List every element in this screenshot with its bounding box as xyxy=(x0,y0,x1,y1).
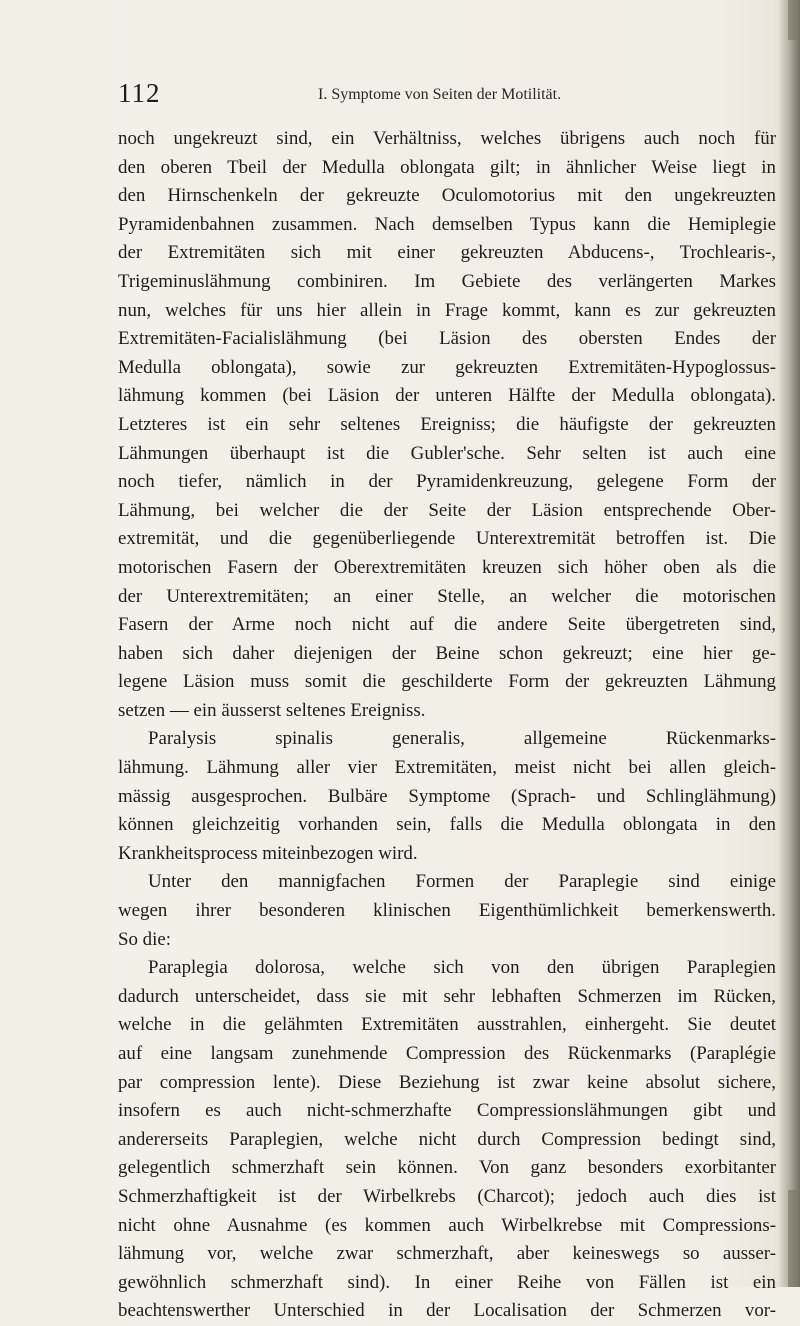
text-line: Extremitäten-Facialislähmung (bei Läsion des obersten Endes der xyxy=(118,328,776,350)
page-edge-shadow xyxy=(778,0,800,1287)
page-edge-mark xyxy=(788,0,798,40)
text-line: Letzteres ist ein sehr seltenes Ereigniss; die häufigste der gekreuzten xyxy=(118,413,776,435)
text-line: extremität, und die gegenüberliegende Unterextremität betroffen ist. Die xyxy=(118,528,776,550)
text-line: par compression lente). Diese Beziehung ist zwar keine absolut sichere, xyxy=(118,1071,776,1093)
text-line: auf eine langsam zunehmende Compression des Rückenmarks (Paraplégie xyxy=(118,1043,776,1064)
text-line: andererseits Paraplegien, welche nicht durch Compression bedingt sind, xyxy=(118,1128,776,1150)
text-line: Lähmungen überhaupt ist die Gubler'sche. Sehr selten ist auch eine xyxy=(118,442,776,464)
text-line: Schmerzhaftigkeit ist der Wirbelkrebs (Charcot); jedoch auch dies ist xyxy=(118,1185,776,1207)
text-line: gewöhnlich schmerzhaft sind). In einer Reihe von Fällen ist ein xyxy=(118,1271,776,1293)
text-line: können gleichzeitig vorhanden sein, falls die Medulla oblongata in den xyxy=(118,814,776,836)
text-line: Pyramidenbahnen zusammen. Nach demselben Typus kann die Hemiplegie xyxy=(118,213,776,235)
page-header xyxy=(118,78,788,114)
text-line: beachtenswerther Unterschied in der Localisation der Schmerzen vor- xyxy=(118,1300,776,1322)
text-line: lähmung vor, welche zwar schmerzhaft, aber keineswegs so ausser- xyxy=(118,1243,776,1265)
body-text xyxy=(118,125,776,1326)
page-edge-mark xyxy=(788,1190,798,1287)
text-line: insofern es auch nicht-schmerzhafte Compressionslähmungen gibt und xyxy=(118,1100,776,1122)
text-line: Unter den mannigfachen Formen der Paraplegie sind einige xyxy=(148,871,776,893)
running-head: I. Symptome von Seiten der Motilität. xyxy=(318,86,562,103)
page-number: 112 xyxy=(118,78,161,108)
text-line: nicht ohne Ausnahme (es kommen auch Wirbelkrebse mit Compressions- xyxy=(118,1214,776,1236)
text-line: Paralysis spinalis generalis, allgemeine Rückenmarks- xyxy=(148,728,776,750)
text-line: welche in die gelähmten Extremitäten ausstrahlen, einhergeht. Sie deutet xyxy=(118,1014,776,1036)
text-line: der Extremitäten sich mit einer gekreuzten Abducens-, Trochlearis-, xyxy=(118,242,776,264)
text-line: setzen — ein äusserst seltenes Ereigniss. xyxy=(118,699,426,721)
text-line: noch ungekreuzt sind, ein Verhältniss, welches übrigens auch noch für xyxy=(118,128,776,149)
text-line: Lähmung, bei welcher die der Seite der Läsion entsprechende Ober- xyxy=(118,499,776,521)
text-line: mässig ausgesprochen. Bulbäre Symptome (Sprach- und Schlinglähmung) xyxy=(118,785,776,807)
text-line: nun, welches für uns hier allein in Frage kommt, kann es zur gekreuzten xyxy=(118,299,776,321)
text-line: Krankheitsprocess miteinbezogen wird. xyxy=(118,842,418,864)
text-line: motorischen Fasern der Oberextremitäten kreuzen sich höher oben als die xyxy=(118,556,776,578)
text-line: Medulla oblongata), sowie zur gekreuzten Extremitäten-Hypoglossus- xyxy=(118,356,776,378)
text-line: lähmung kommen (bei Läsion der unteren Hälfte der Medulla oblongata). xyxy=(118,385,776,407)
text-line: den oberen Tbeil der Medulla oblongata gilt; in ähnlicher Weise liegt in xyxy=(118,156,776,178)
text-line: So die: xyxy=(118,928,172,950)
text-line: haben sich daher diejenigen der Beine schon gekreuzt; eine hier ge- xyxy=(118,642,776,664)
text-line: legene Läsion muss somit die geschilderte Form der gekreuzten Lähmung xyxy=(118,671,776,693)
text-line: der Unterextremitäten; an einer Stelle, an welcher die motorischen xyxy=(118,585,776,607)
text-line: Paraplegia dolorosa, welche sich von den übrigen Paraplegien xyxy=(148,957,776,979)
text-line: noch tiefer, nämlich in der Pyramidenkreuzung, gelegene Form der xyxy=(118,471,776,493)
text-line: den Hirnschenkeln der gekreuzte Oculomotorius mit den ungekreuzten xyxy=(118,185,776,207)
text-line: lähmung. Lähmung aller vier Extremitäten, meist nicht bei allen gleich- xyxy=(118,757,776,779)
text-line: wegen ihrer besonderen klinischen Eigenthümlichkeit bemerkenswerth. xyxy=(118,900,776,922)
text-line: Fasern der Arme noch nicht auf die andere Seite übergetreten sind, xyxy=(118,614,776,636)
text-line: dadurch unterscheidet, dass sie mit sehr lebhaften Schmerzen im Rücken, xyxy=(118,985,776,1007)
text-line: Trigeminuslähmung combiniren. Im Gebiete des verlängerten Markes xyxy=(118,270,776,292)
text-line: gelegentlich schmerzhaft sein können. Von ganz besonders exorbitanter xyxy=(118,1157,776,1179)
